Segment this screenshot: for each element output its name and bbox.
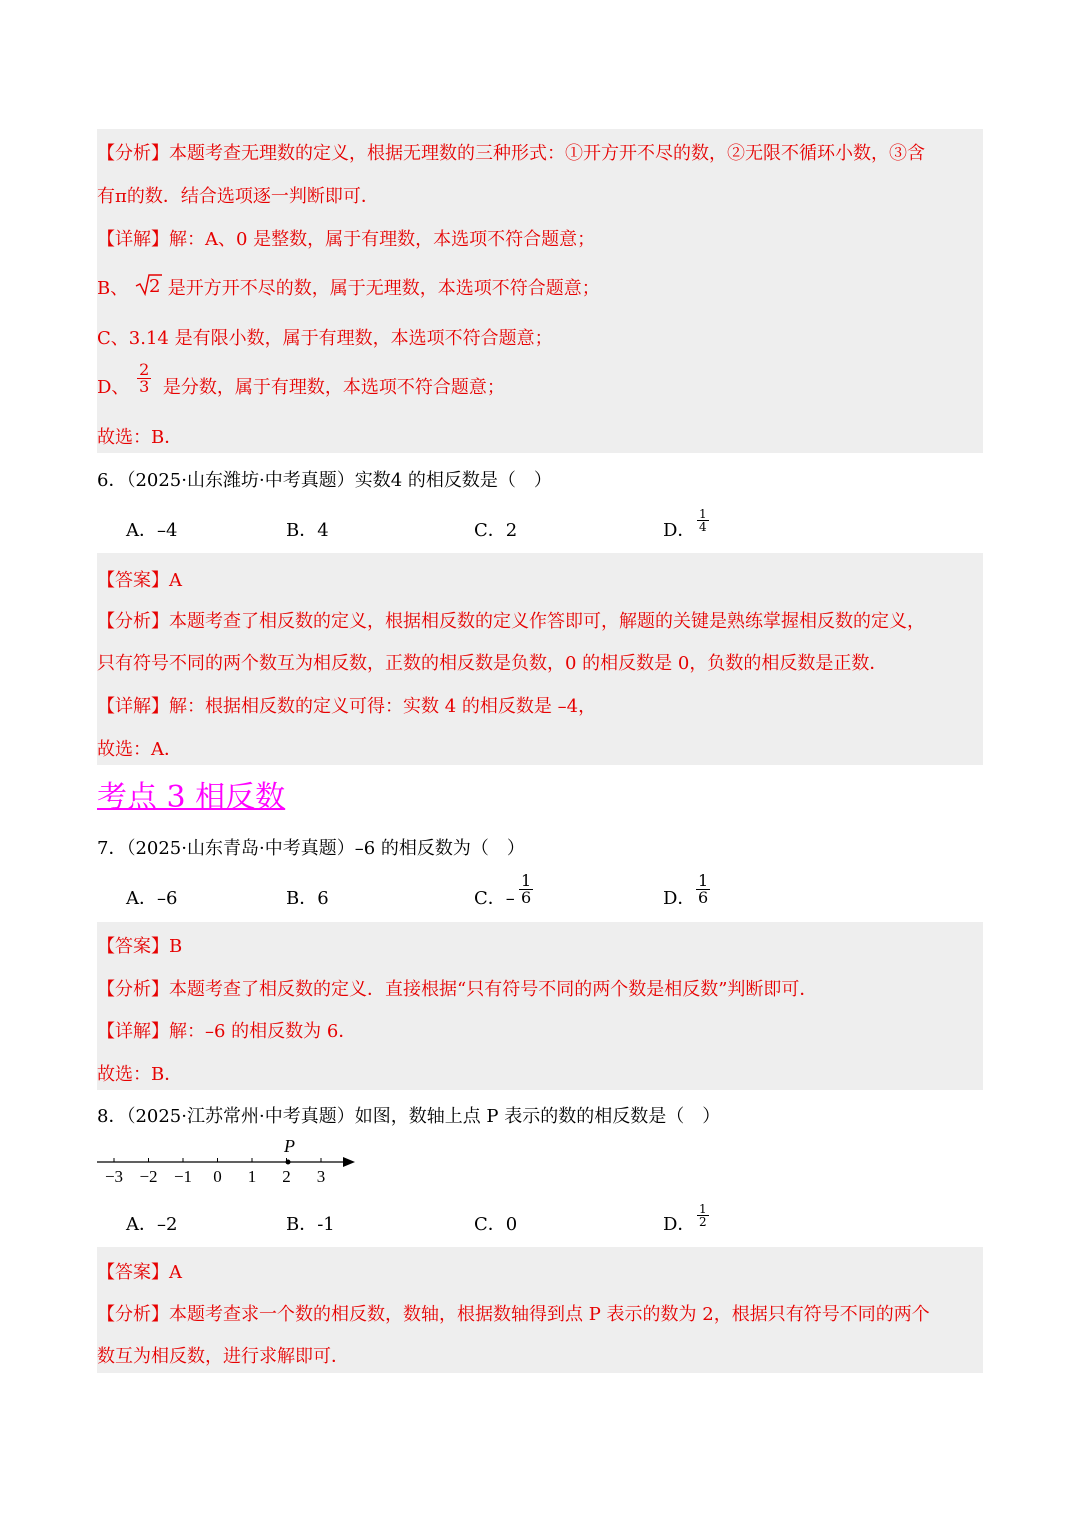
q6-option-b: B．4 — [286, 520, 329, 541]
q8-answer: 【答案】A — [97, 1262, 182, 1283]
q5-sqrt-radicand: 2 — [148, 276, 161, 297]
axis-tick-label: 2 — [282, 1167, 291, 1186]
q7-option-c: C．– — [474, 888, 515, 909]
q8-option-d: D． — [663, 1214, 696, 1235]
sqrt-icon — [134, 275, 162, 297]
q5-detail-c: C、3.14 是有限小数，属于有理数，本选项不符合题意； — [97, 328, 553, 349]
q7-analysis: 【分析】本题考查了相反数的定义．直接根据“只有符号不同的两个数是相反数”判断即可． — [97, 979, 818, 1000]
q6-option-c: C．2 — [474, 520, 518, 541]
fraction-denominator: 6 — [698, 888, 709, 907]
axis-tick-label: −2 — [139, 1167, 158, 1186]
number-line — [97, 1134, 362, 1190]
q5-detail-d-fraction — [135, 360, 157, 396]
q5-detail-b-prefix: B、 — [97, 278, 129, 299]
q6-option-a: A．–4 — [126, 520, 178, 541]
q6-solution-box — [97, 553, 983, 765]
axis-tick-label: −3 — [104, 1167, 124, 1186]
axis-tick-label: −1 — [173, 1167, 193, 1186]
q5-analysis-line1: 【分析】本题考查无理数的定义，根据无理数的三种形式：①开方开不尽的数，②无限不循环小数，③含 — [97, 143, 925, 164]
q7-choose: 故选：B． — [97, 1064, 183, 1085]
q7-detail: 【详解】解：–6 的相反数为 6． — [97, 1021, 357, 1042]
q8-analysis-line1: 【分析】本题考查求一个数的相反数，数轴，根据数轴得到点 P 表示的数为 2，根据只有符号不同的两个 — [97, 1304, 930, 1325]
fraction-numerator: 1 — [699, 507, 707, 521]
q6-option-d-fraction — [697, 508, 709, 533]
fraction-numerator: 2 — [139, 360, 150, 379]
fraction-numerator: 1 — [698, 871, 709, 890]
fraction-denominator: 3 — [139, 377, 150, 396]
q8-analysis-line2: 数互为相反数，进行求解即可． — [97, 1346, 349, 1367]
q8-option-c: C．0 — [474, 1214, 518, 1235]
q8-option-d-fraction — [697, 1203, 709, 1228]
q5-solution-box — [97, 129, 983, 453]
fraction-numerator: 1 — [521, 871, 532, 890]
q7-stem: 7．（2025·山东青岛·中考真题）–6 的相反数为（ ） — [97, 838, 525, 859]
q7-option-d: D． — [663, 888, 696, 909]
q5-detail-a: 【详解】解：A、0 是整数，属于有理数，本选项不符合题意； — [97, 229, 596, 250]
axis-tick-label: 3 — [316, 1167, 326, 1186]
q8-option-b: B．-1 — [286, 1214, 335, 1235]
q6-analysis-line2: 只有符号不同的两个数互为相反数，正数的相反数是负数，0 的相反数是 0，负数的相反数是正数． — [97, 653, 888, 674]
q5-detail-d-prefix: D、 — [97, 377, 130, 398]
section-title: 考点 3 相反数 — [97, 780, 286, 815]
q8-option-a: A．–2 — [126, 1214, 178, 1235]
q6-stem: 6．（2025·山东潍坊·中考真题）实数4 的相反数是（ ） — [97, 470, 552, 491]
axis-tick-label: 0 — [213, 1167, 222, 1186]
q5-detail-d — [97, 360, 505, 399]
q6-choose: 故选：A． — [97, 739, 182, 760]
q7-answer: 【答案】B — [97, 936, 183, 957]
fraction-denominator: 6 — [521, 888, 532, 907]
q7-option-d-fraction — [696, 873, 710, 906]
fraction-denominator: 4 — [699, 520, 707, 534]
q8-stem: 8．（2025·江苏常州·中考真题）如图，数轴上点 P 表示的数的相反数是（ ） — [97, 1106, 721, 1127]
q6-detail: 【详解】解：根据相反数的定义可得：实数 4 的相反数是 –4， — [97, 696, 597, 717]
point-p-marker — [286, 1160, 291, 1165]
arrow-right-icon — [343, 1157, 355, 1167]
q5-detail-b — [97, 274, 600, 300]
point-p-label: P — [284, 1136, 295, 1156]
fraction-denominator: 2 — [699, 1215, 707, 1229]
q5-detail-b-text: 是开方开不尽的数，属于无理数，本选项不符合题意； — [167, 278, 600, 299]
q5-choose: 故选：B． — [97, 427, 183, 448]
q6-answer: 【答案】A — [97, 570, 182, 591]
fraction-numerator: 1 — [699, 1202, 707, 1216]
q5-analysis-line2: 有π的数．结合选项逐一判断即可． — [97, 186, 379, 207]
q7-option-c-fraction — [519, 873, 533, 906]
q8-solution-box — [97, 1247, 983, 1373]
axis-tick-label: 1 — [247, 1167, 257, 1186]
q7-option-b: B．6 — [286, 888, 329, 909]
q5-detail-d-text: 是分数，属于有理数，本选项不符合题意； — [162, 377, 505, 398]
q6-option-d: D． — [663, 520, 696, 541]
q7-option-a: A．–6 — [126, 888, 178, 909]
q7-solution-box — [97, 922, 983, 1090]
q6-analysis-line1: 【分析】本题考查了相反数的定义，根据相反数的定义作答即可，解题的关键是熟练掌握相反数的定义， — [97, 611, 925, 632]
